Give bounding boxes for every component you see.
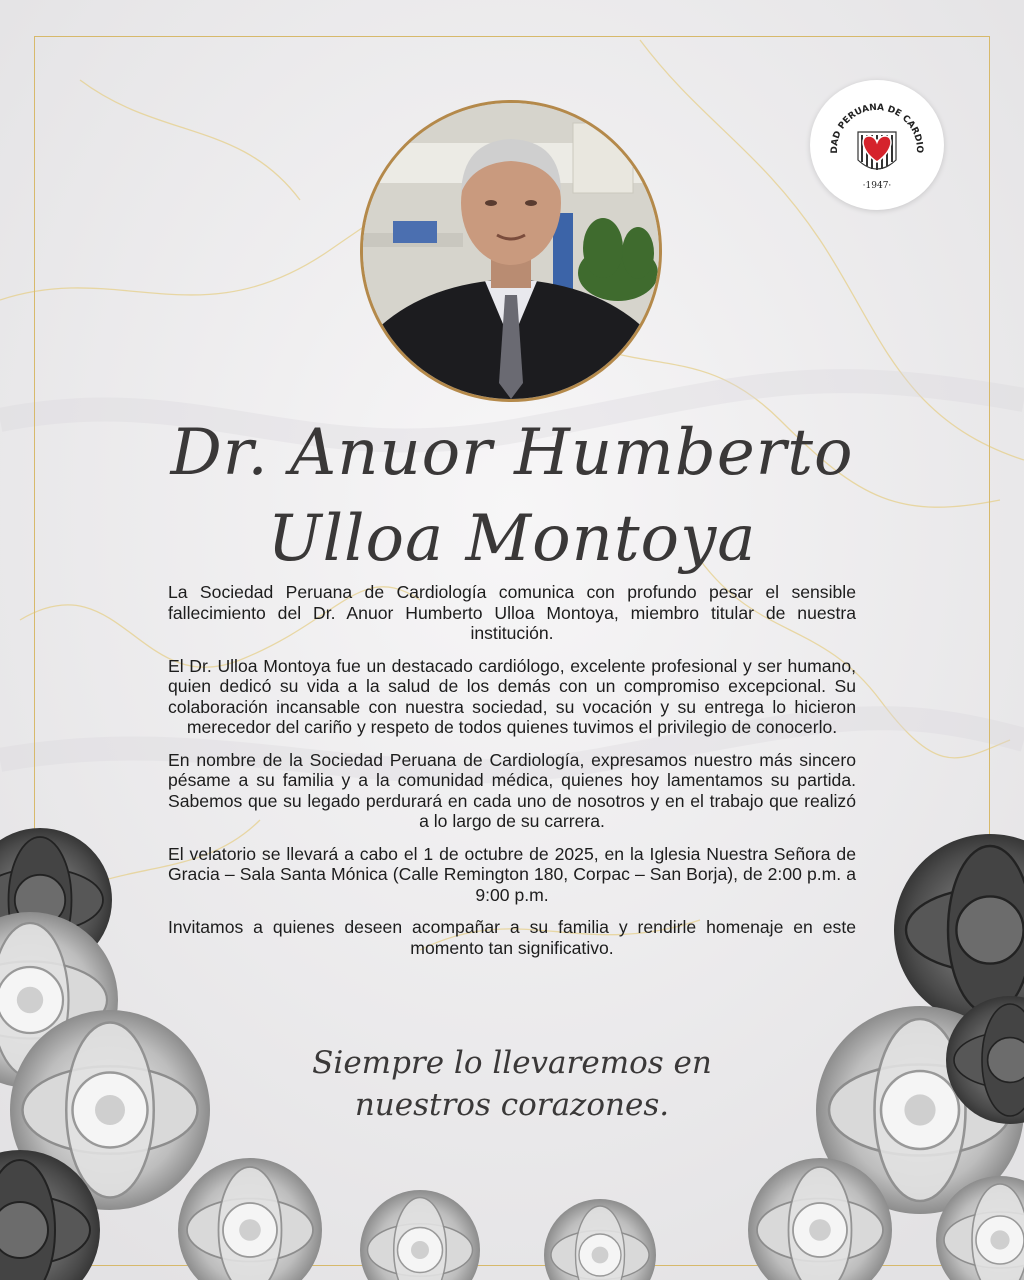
sociedad-logo [810, 80, 944, 210]
paragraph-4: El velatorio se llevará a cabo el 1 de octubre de 2025, en la Iglesia Nuestra Señora de Gracia – Sala Santa Mónica (Calle Remington 180, Corpac – San Borja), de 2:00 p.m. a 9:00 p.m. [168, 843, 856, 905]
paragraph-1: La Sociedad Peruana de Cardiología comunica con profundo pesar el sensible fallecimiento del Dr. Anuor Humberto Ulloa Montoya, miembro titular de nuestra institución. [168, 582, 856, 643]
logo-year: ·1947· [862, 181, 892, 191]
closing-phrase [160, 1042, 864, 1126]
paragraph-5: Invitamos a quienes deseen acompañar a su familia y rendirle homenaje en este momento tan significativo. [168, 917, 856, 958]
closing-line-2: nuestros corazones. [354, 1087, 670, 1123]
logo-ring-text: DAD PERUANA DE CARDIO [829, 102, 925, 154]
deceased-name [60, 410, 964, 582]
name-line-1: Dr. Anuor Humberto [170, 416, 854, 490]
paragraph-2: El Dr. Ulloa Montoya fue un destacado cardiólogo, excelente profesional y ser humano, quien dedicó su vida a la salud de los demás con un compromiso excepcional. Su colaboración incansable con nuestra sociedad, su vocación y su entrega lo hicieron merecedor del cariño y respeto de todos quienes tuvimos el privilegio de conocerlo. [168, 655, 856, 737]
closing-line-1: Siempre lo llevaremos en [312, 1045, 712, 1081]
portrait-photo-icon [363, 103, 659, 399]
name-line-2: Ulloa Montoya [267, 502, 757, 576]
paragraph-3: En nombre de la Sociedad Peruana de Cardiología, expresamos nuestro más sincero pésame a su familia y a la comunidad médica, quienes hoy lamentamos su partida. Sabemos que su legado perdurará en cada uno de nosotros y en el trabajo que realizó a lo largo de su carrera. [168, 749, 856, 831]
logo-emblem-icon [810, 80, 944, 210]
announcement-body [168, 582, 856, 970]
portrait-photo [360, 100, 662, 402]
